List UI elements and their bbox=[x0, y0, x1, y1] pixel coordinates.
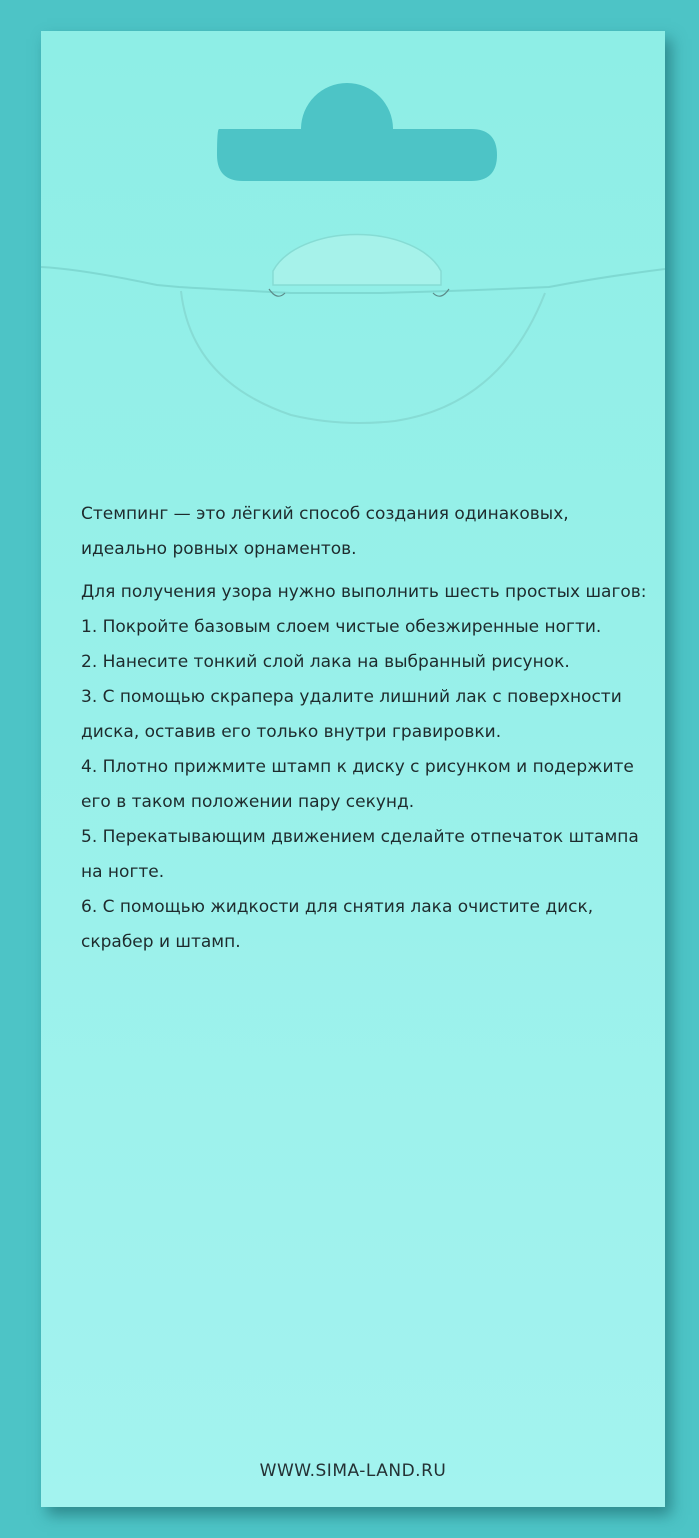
steps-intro: Для получения узора нужно выполнить шесть простых шагов: bbox=[81, 582, 647, 602]
website-url: WWW.SIMA-LAND.RU bbox=[259, 1461, 447, 1481]
step-1: 1. Покройте базовым слоем чистые обезжиренные ногти. bbox=[81, 617, 602, 637]
hang-hole bbox=[217, 83, 497, 181]
instructions bbox=[81, 497, 651, 960]
step-6: 6. С помощью жидкости для снятия лака очистите диск, скрабер и штамп. bbox=[81, 897, 594, 952]
step-3: 3. С помощью скрапера удалите лишний лак с поверхности диска, оставив его только внутри гравировки. bbox=[81, 687, 622, 742]
package-card bbox=[41, 31, 665, 1507]
step-2: 2. Нанесите тонкий слой лака на выбранный рисунок. bbox=[81, 652, 570, 672]
hang-tab-graphic bbox=[41, 31, 665, 471]
step-4: 4. Плотно прижмите штамп к диску с рисунком и подержите его в таком положении пару секунд. bbox=[81, 757, 634, 812]
step-5: 5. Перекатывающим движением сделайте отпечаток штампа на ногте. bbox=[81, 827, 639, 882]
tuck-tab bbox=[273, 234, 441, 285]
pocket-cutout bbox=[181, 291, 545, 423]
intro-text: Стемпинг — это лёгкий способ создания одинаковых, идеально ровных орнаментов. bbox=[81, 504, 569, 559]
